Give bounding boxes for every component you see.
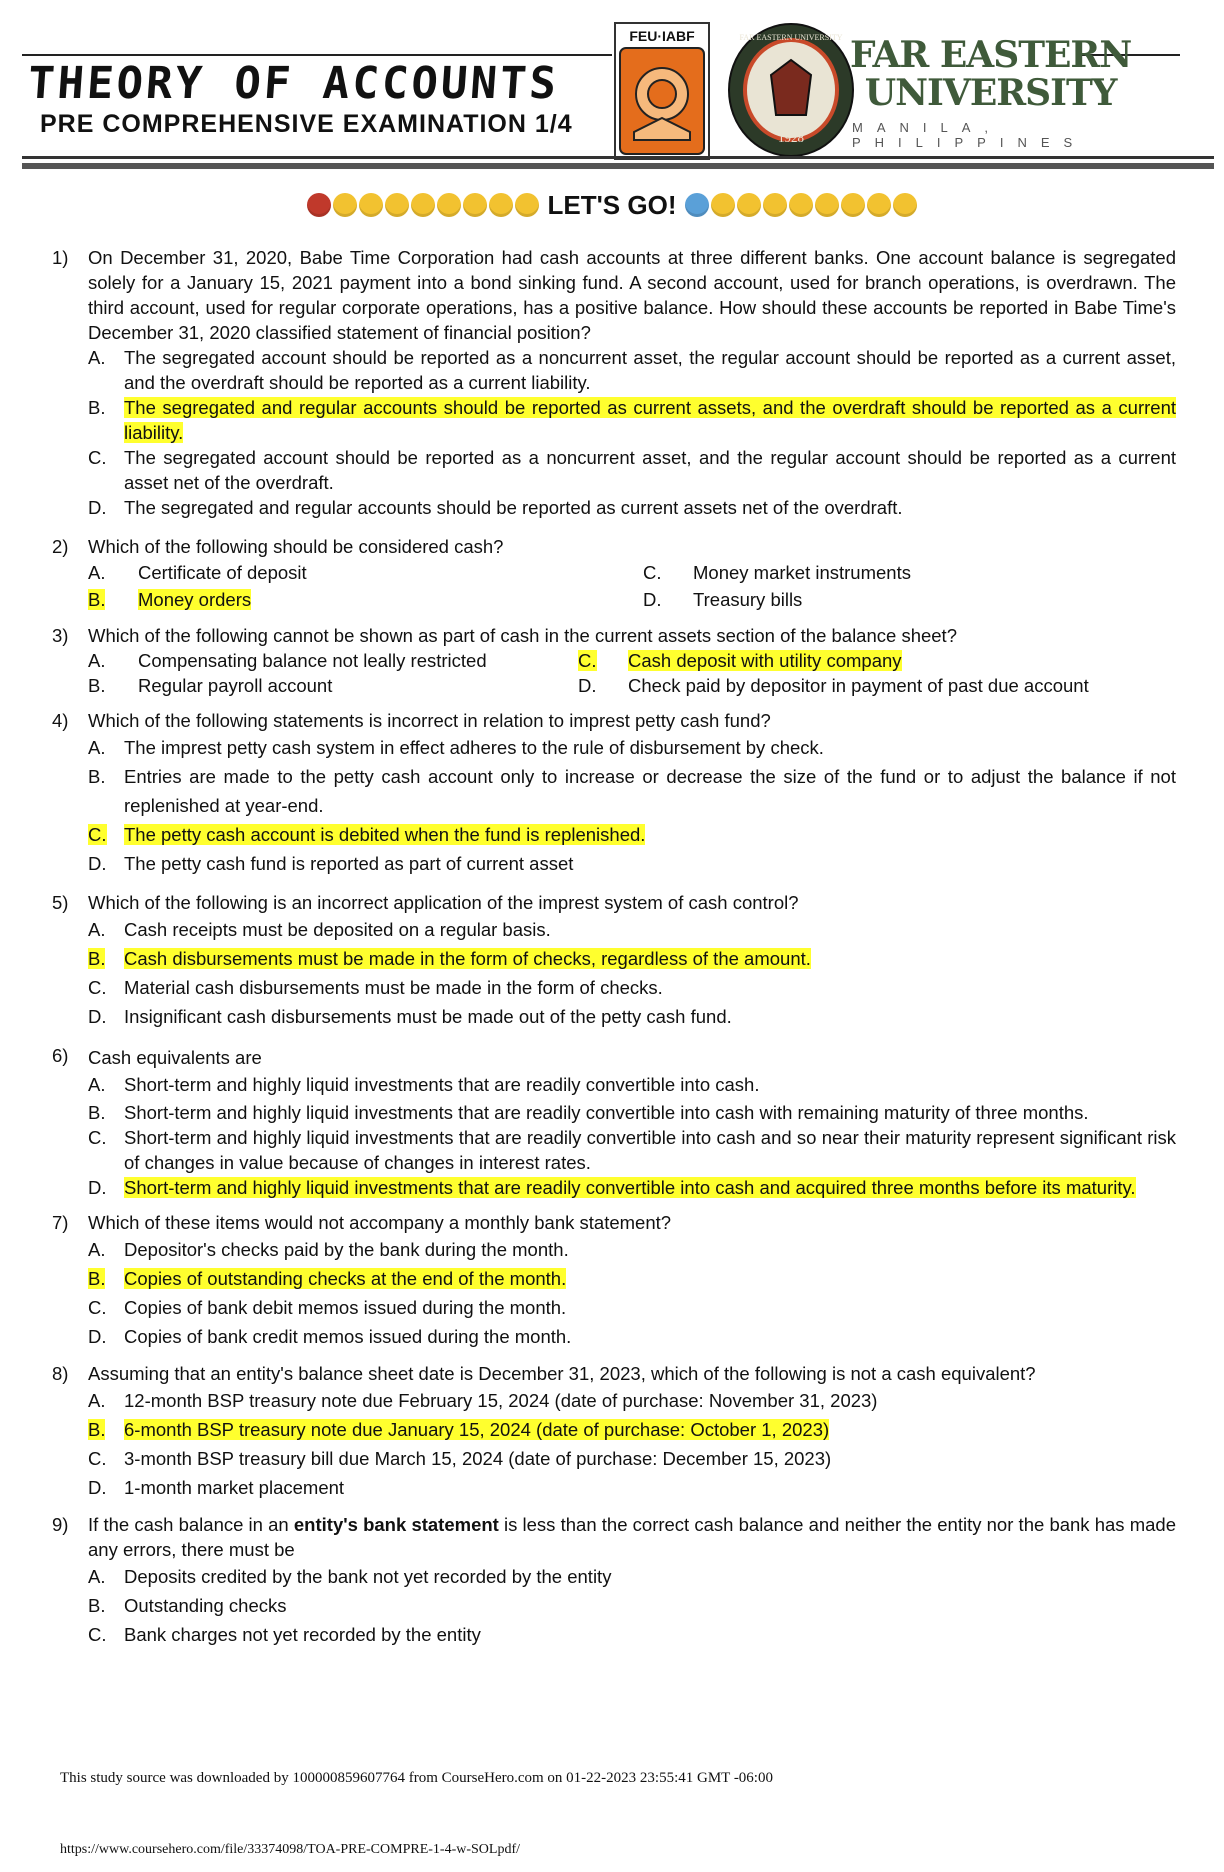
option-letter: A.: [88, 1566, 106, 1587]
option-letter: C.: [578, 650, 597, 671]
option-letter: A.: [88, 1390, 106, 1411]
question-text-part: is less than the correct cash balance and neither the entity nor the bank has made any errors, there must be: [88, 1514, 1177, 1560]
question-number: 8): [52, 1363, 69, 1384]
question-2: [52, 534, 1176, 613]
option-a: [88, 648, 578, 673]
option-text: Short-term and highly liquid investments that are readily convertible into cash with remaining maturity of three months.: [124, 1102, 1089, 1123]
emoji-icon: [515, 193, 539, 217]
emoji-icon: [789, 193, 813, 217]
option-letter: C.: [88, 824, 107, 845]
option-c: [88, 820, 1176, 849]
option-text: Short-term and highly liquid investments that are readily convertible into cash.: [124, 1074, 760, 1095]
page-header: [0, 0, 1224, 170]
option-a: [88, 1072, 1176, 1097]
option-text: Material cash disbursements must be made in the form of checks.: [124, 977, 663, 998]
option-letter: B.: [88, 397, 106, 418]
option-d: [643, 586, 1176, 613]
option-text: Money market instruments: [693, 562, 911, 583]
option-letter: B.: [88, 1268, 106, 1289]
option-b: [88, 586, 643, 613]
option-text-highlighted: Cash disbursements must be made in the form of checks, regardless of the amount.: [124, 948, 811, 969]
emoji-icon: [333, 193, 357, 217]
emoji-icon: [893, 193, 917, 217]
option-letter: C.: [88, 977, 107, 998]
question-number: 3): [52, 625, 69, 646]
emoji-icon: [763, 193, 787, 217]
emoji-icon: [385, 193, 409, 217]
question-number: 6): [52, 1045, 69, 1066]
option-letter: A.: [88, 562, 106, 583]
question-5: [52, 890, 1176, 1031]
option-text: Short-term and highly liquid investments that are readily convertible into cash and so near their maturity represent significant risk of changes in value because of changes in interest rates.: [124, 1127, 1176, 1173]
option-letter: B.: [88, 1102, 106, 1123]
question-text: Assuming that an entity's balance sheet date is December 31, 2023, which of the following is not a cash equivalent?: [88, 1363, 1036, 1384]
option-a: [88, 345, 1176, 395]
option-letter: B.: [88, 766, 106, 787]
question-number: 9): [52, 1514, 69, 1535]
option-letter: A.: [88, 1239, 106, 1260]
option-d: [88, 1473, 1176, 1502]
option-letter: B.: [88, 675, 106, 696]
option-b: [88, 1100, 1176, 1125]
option-text-highlighted: Cash deposit with utility company: [628, 650, 902, 671]
question-text: Which of the following cannot be shown as part of cash in the current assets section of the balance sheet?: [88, 625, 957, 646]
feu-logo-text: FEU·IABF: [629, 28, 695, 44]
download-note: This study source was downloaded by 100000859607764 from CourseHero.com on 01-22-2023 23:55:41 GMT -06:00: [60, 1770, 773, 1786]
option-c: [88, 445, 1176, 495]
option-letter: D.: [88, 1477, 107, 1498]
option-c: [643, 559, 1176, 586]
option-letter: C.: [88, 1127, 107, 1148]
option-text: The imprest petty cash system in effect adheres to the rule of disbursement by check.: [124, 737, 824, 758]
question-number: 4): [52, 710, 69, 731]
option-letter: D.: [643, 589, 662, 610]
question-text: On December 31, 2020, Babe Time Corporation had cash accounts at three different banks. One account balance is segregated solely for a January 15, 2021 payment into a bond sinking fund. A second account, used for branch operations, is overdrawn. The third account, used for regular corporate operations, has a positive balance. How should these accounts be reported in Babe Time's December 31, 2020 classified statement of financial position?: [88, 247, 1176, 343]
option-a: [88, 1235, 1176, 1264]
option-letter: C.: [643, 562, 662, 583]
question-text: Which of the following statements is incorrect in relation to imprest petty cash fund?: [88, 710, 771, 731]
option-a: [88, 915, 1176, 944]
option-letter: C.: [88, 1297, 107, 1318]
option-letter: D.: [88, 1326, 107, 1347]
option-b: [88, 1591, 1176, 1620]
option-text-highlighted: The petty cash account is debited when the fund is replenished.: [124, 824, 646, 845]
option-text: Insignificant cash disbursements must be made out of the petty cash fund.: [124, 1006, 732, 1027]
question-7: [52, 1210, 1176, 1351]
emoji-icon: [685, 193, 709, 217]
option-b: [88, 1415, 1176, 1444]
option-text: Outstanding checks: [124, 1595, 287, 1616]
option-text: 1-month market placement: [124, 1477, 345, 1498]
option-b: [88, 1264, 1176, 1293]
option-a: [88, 733, 1176, 762]
question-9: [52, 1512, 1176, 1649]
question-text: Which of these items would not accompany a monthly bank statement?: [88, 1212, 672, 1233]
option-text: Cash receipts must be deposited on a regular basis.: [124, 919, 551, 940]
header-divider: [22, 156, 1214, 159]
emoji-icon: [359, 193, 383, 217]
question-number: 1): [52, 247, 69, 268]
option-text: Compensating balance not leally restricted: [138, 650, 487, 671]
question-list: [52, 245, 1176, 1657]
option-b: [88, 673, 578, 698]
option-text: Copies of bank credit memos issued during the month.: [124, 1326, 572, 1347]
option-d: [88, 1002, 1176, 1031]
option-b: [88, 762, 1176, 820]
option-text: The segregated account should be reported as a noncurrent asset, the regular account should be reported as a current asset, and the overdraft should be reported as a current liability.: [124, 347, 1176, 393]
option-text: Copies of bank debit memos issued during the month.: [124, 1297, 567, 1318]
option-letter: B.: [88, 1419, 106, 1440]
option-letter: D.: [578, 675, 597, 696]
option-letter: C.: [88, 447, 107, 468]
option-letter: D.: [88, 497, 107, 518]
option-text: Bank charges not yet recorded by the entity: [124, 1624, 481, 1645]
option-a: [88, 1386, 1176, 1415]
option-b: [88, 944, 1176, 973]
option-text: Certificate of deposit: [138, 562, 307, 583]
option-text: Deposits credited by the bank not yet recorded by the entity: [124, 1566, 612, 1587]
university-name: [850, 36, 1131, 112]
question-number: 5): [52, 892, 69, 913]
seal-text: FAR EASTERN UNIVERSITY: [739, 33, 843, 42]
feu-iabf-logo: [614, 22, 710, 160]
option-text: Regular payroll account: [138, 675, 333, 696]
university-location: MANILA, PHILIPPINES: [852, 120, 1087, 150]
question-number: 7): [52, 1212, 69, 1233]
option-letter: D.: [88, 853, 107, 874]
question-6: [52, 1043, 1176, 1200]
seal-year: 1928: [778, 130, 804, 145]
option-text: 3-month BSP treasury bill due March 15, 2024 (date of purchase: December 15, 2023): [124, 1448, 832, 1469]
option-d: [578, 673, 1176, 698]
option-text: The segregated and regular accounts should be reported as current assets net of the overdraft.: [124, 497, 903, 518]
option-d: [88, 849, 1176, 878]
emoji-icon: [489, 193, 513, 217]
option-a: [88, 559, 643, 586]
banner: [0, 190, 1224, 221]
emoji-icon: [307, 193, 331, 217]
option-d: [88, 495, 1176, 520]
question-text: Cash equivalents are: [88, 1047, 262, 1068]
option-a: [88, 1562, 1176, 1591]
option-text: The petty cash fund is reported as part of current asset: [124, 853, 574, 874]
page-title: THEORY OF ACCOUNTS: [26, 58, 561, 109]
option-c: [88, 1293, 1176, 1322]
university-name-line1: FAR EASTERN: [850, 34, 1132, 76]
option-text: Entries are made to the petty cash account only to increase or decrease the size of the fund or to adjust the balance if not replenished at year-end.: [124, 766, 1176, 816]
page-subtitle: PRE COMPREHENSIVE EXAMINATION 1/4: [40, 110, 573, 138]
emoji-icon: [437, 193, 461, 217]
option-text-highlighted: The segregated and regular accounts should be reported as current assets, and the overdraft should be reported as a current liability.: [124, 397, 1176, 443]
question-8: [52, 1361, 1176, 1502]
emoji-icon: [815, 193, 839, 217]
option-letter: C.: [88, 1448, 107, 1469]
option-text: Depositor's checks paid by the bank during the month.: [124, 1239, 569, 1260]
option-text: 12-month BSP treasury note due February 15, 2024 (date of purchase: November 31, 2023): [124, 1390, 878, 1411]
option-c: [88, 973, 1176, 1002]
option-letter: A.: [88, 919, 106, 940]
question-text: [88, 1512, 1176, 1562]
option-letter: A.: [88, 737, 106, 758]
option-d: [88, 1175, 1176, 1200]
university-name-line2: UNIVERSITY: [864, 72, 1117, 114]
header-divider: [22, 163, 1214, 169]
option-letter: D.: [88, 1006, 107, 1027]
option-letter: A.: [88, 650, 106, 671]
option-c: [88, 1620, 1176, 1649]
question-4: [52, 708, 1176, 878]
option-letter: A.: [88, 1074, 106, 1095]
emoji-icon: [841, 193, 865, 217]
emoji-icon: [411, 193, 435, 217]
source-url[interactable]: https://www.coursehero.com/file/33374098/TOA-PRE-COMPRE-1-4-w-SOLpdf/: [60, 1842, 521, 1857]
emoji-icon: [463, 193, 487, 217]
question-text: Which of the following should be considered cash?: [88, 536, 504, 557]
option-c: [578, 648, 1176, 673]
option-c: [88, 1444, 1176, 1473]
banner-text: LET'S GO!: [547, 190, 677, 220]
option-text: Check paid by depositor in payment of past due account: [628, 675, 1089, 696]
question-text-bold: entity's bank statement: [293, 1514, 499, 1535]
option-text: The segregated account should be reported as a noncurrent asset, and the regular account should be reported as a current asset net of the overdraft.: [124, 447, 1176, 493]
header-rule: [22, 54, 612, 56]
option-letter: C.: [88, 1624, 107, 1645]
option-text-highlighted: Money orders: [138, 589, 252, 610]
option-text: Treasury bills: [693, 589, 803, 610]
option-letter: B.: [88, 948, 106, 969]
option-c: [88, 1125, 1176, 1175]
university-seal: [726, 20, 856, 160]
option-b: [88, 395, 1176, 445]
question-3: [52, 623, 1176, 698]
question-text: Which of the following is an incorrect application of the imprest system of cash control?: [88, 892, 799, 913]
option-letter: D.: [88, 1177, 107, 1198]
option-text-highlighted: Short-term and highly liquid investments that are readily convertible into cash and acquired three months before its maturity.: [124, 1177, 1136, 1198]
option-letter: B.: [88, 589, 106, 610]
question-number: 2): [52, 536, 69, 557]
emoji-icon: [711, 193, 735, 217]
option-letter: A.: [88, 347, 106, 368]
question-1: [52, 245, 1176, 520]
question-text-part: If the cash balance in an: [88, 1514, 294, 1535]
option-text-highlighted: Copies of outstanding checks at the end of the month.: [124, 1268, 567, 1289]
option-text-highlighted: 6-month BSP treasury note due January 15, 2024 (date of purchase: October 1, 2023): [124, 1419, 830, 1440]
option-d: [88, 1322, 1176, 1351]
option-letter: B.: [88, 1595, 106, 1616]
emoji-icon: [867, 193, 891, 217]
emoji-icon: [737, 193, 761, 217]
